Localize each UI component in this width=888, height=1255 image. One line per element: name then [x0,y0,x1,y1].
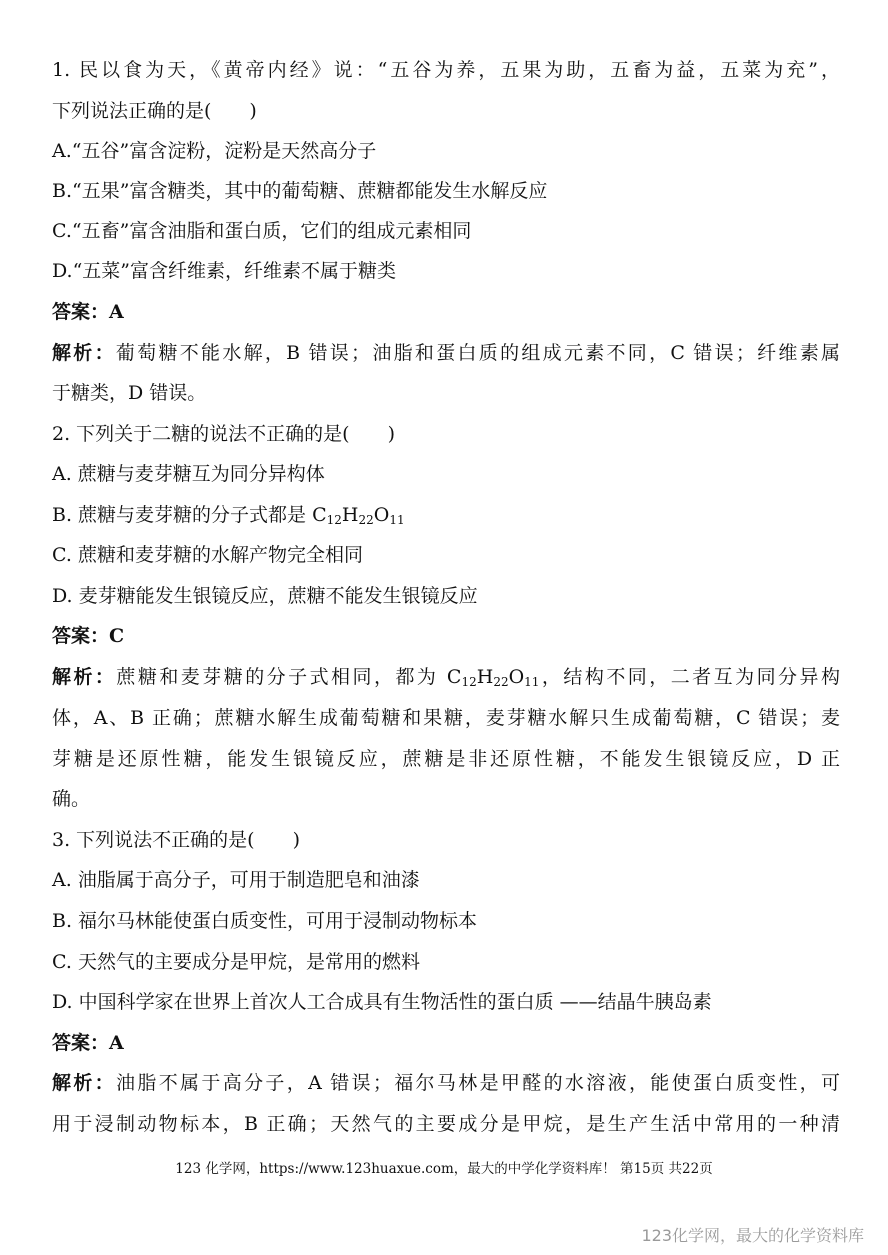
molecular-formula: $C_{12}H_{22}O_{11}$ [446,666,540,689]
q2-option-b [52,503,405,527]
answer-label: 答案： [52,1032,110,1054]
answer-value: C [109,625,125,647]
q1-option-d: D.“五菜”富含纤维素，纤维素不属于糖类 [52,260,397,282]
q1-option-a: A.“五谷”富含淀粉，淀粉是天然高分子 [52,140,377,162]
q3-option-a: A. 油脂属于高分子，可用于制造肥皂和油漆 [52,869,420,891]
option-text: B. 蔗糖与麦芽糖的分子式都是 [52,504,307,526]
analysis-label: 解析： [52,342,116,364]
answer-value: A [109,1032,124,1054]
q2-option-d: D. 麦芽糖能发生银镜反应，蔗糖不能发生银镜反应 [52,585,478,607]
q2-analysis-line-1: 解析：蔗糖和麦芽糖的分子式相同，都为 $C_{12}H_{22}O_{11}$，结构不同，二者互为同分异构 [52,666,840,689]
q2-option-c: C. 蔗糖和麦芽糖的水解产物完全相同 [52,544,363,566]
q2-option-a: A. 蔗糖与麦芽糖互为同分异构体 [52,463,325,485]
q3-analysis-line-1: 解析：油脂不属于高分子，A 错误；福尔马林是甲醛的水溶液，能使蛋白质变性，可 [52,1072,840,1094]
q1-analysis-line-2: 于糖类，D 错误。 [52,382,207,404]
q3-option-c: C. 天然气的主要成分是甲烷，是常用的燃料 [52,951,420,973]
page-footer: 123 化学网，https://www.123huaxue.com，最大的中学化学资料库！ 第15页 共22页 [175,1161,713,1177]
q3-option-d: D. 中国科学家在世界上首次人工合成具有生物活性的蛋白质 ——结晶牛胰岛素 [52,991,712,1013]
watermark: 123化学网，最大的化学资料库 [641,1226,864,1245]
q2-analysis-line-2: 体，A、B 正确；蔗糖水解生成葡萄糖和果糖，麦芽糖水解只生成葡萄糖，C 错误；麦 [52,707,840,729]
q3-answer [52,1031,124,1055]
q1-analysis-line-1 [52,341,840,365]
analysis-text: 葡萄糖不能水解，B 错误；油脂和蛋白质的组成元素不同，C 错误；纤维素属 [115,342,840,364]
molecular-formula: $C_{12}H_{22}O_{11}$ [312,504,405,527]
analysis-label: 解析： [52,1072,117,1094]
answer-value: A [109,301,124,323]
q2-stem: 2. 下列关于二糖的说法不正确的是( ) [52,423,395,445]
q1-option-b: B.“五果”富含糖类，其中的葡萄糖、蔗糖都能发生水解反应 [52,180,548,202]
q3-option-b: B. 福尔马林能使蛋白质变性，可用于浸制动物标本 [52,910,478,932]
analysis-label: 解析： [52,666,117,688]
answer-label: 答案： [52,625,110,647]
answer-label: 答案： [52,301,110,323]
q1-stem-line-1: 1. 民以食为天，《黄帝内经》说：“五谷为养，五果为助，五畜为益，五菜为充”， [52,59,840,81]
q3-stem: 3. 下列说法不正确的是( ) [52,829,300,851]
q1-stem-line-2: 下列说法正确的是( ) [52,100,257,122]
q2-analysis-line-4: 确。 [52,788,91,810]
q1-option-c: C.“五畜”富含油脂和蛋白质，它们的组成元素相同 [52,220,472,242]
q3-analysis-line-2: 用于浸制动物标本，B 正确；天然气的主要成分是甲烷，是生产生活中常用的一种清 [52,1113,840,1135]
q1-answer [52,300,124,324]
q2-answer [52,624,124,648]
q2-analysis-line-3: 芽糖是还原性糖，能发生银镜反应，蔗糖是非还原性糖，不能发生银镜反应，D 正 [52,748,840,770]
